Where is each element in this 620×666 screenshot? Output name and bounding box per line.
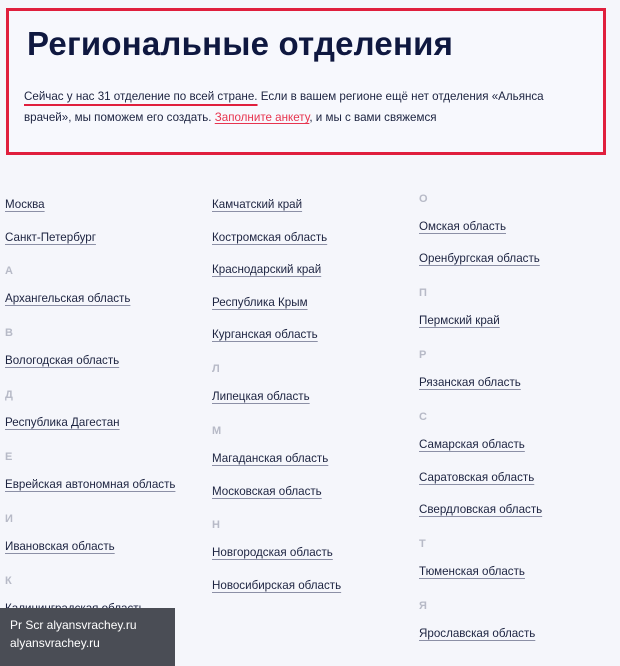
letter-heading-s: С xyxy=(419,411,427,423)
intro-description: Если в вашем регионе ещё нет отделения «Альянса врачей», мы поможем его создать. xyxy=(24,90,544,124)
region-link-orenburg[interactable]: Оренбургская область xyxy=(419,252,540,265)
letter-heading-p: П xyxy=(419,287,427,299)
letter-heading-i: И xyxy=(5,513,13,525)
intro-text xyxy=(24,86,584,128)
letter-heading-m: М xyxy=(212,425,222,437)
region-link-dagestan[interactable]: Республика Дагестан xyxy=(5,416,120,429)
letter-heading-n: Н xyxy=(212,519,220,531)
region-link-magadan[interactable]: Магаданская область xyxy=(212,452,329,465)
region-link-omsk[interactable]: Омская область xyxy=(419,220,506,233)
letter-heading-k: К xyxy=(5,575,12,587)
letter-heading-d: Д xyxy=(5,389,13,401)
apply-form-link[interactable]: Заполните анкету xyxy=(214,111,310,124)
region-link-saint-petersburg[interactable]: Санкт-Петербург xyxy=(5,231,96,244)
letter-heading-ya: Я xyxy=(419,600,427,612)
region-link-moscow-oblast[interactable]: Московская область xyxy=(212,485,322,498)
intro-ending: , и мы с вами свяжемся xyxy=(309,111,437,124)
region-link-lipetsk[interactable]: Липецкая область xyxy=(212,390,310,403)
region-link-krasnodar[interactable]: Краснодарский край xyxy=(212,263,322,276)
letter-heading-t: Т xyxy=(419,538,426,550)
region-link-samara[interactable]: Самарская область xyxy=(419,438,525,451)
region-link-saratov[interactable]: Саратовская область xyxy=(419,471,535,484)
region-link-jewish-ao[interactable]: Еврейская автономная область xyxy=(5,478,176,491)
letter-heading-l: Л xyxy=(212,363,220,375)
region-link-vologda[interactable]: Вологодская область xyxy=(5,354,120,367)
letter-heading-a: А xyxy=(5,265,13,277)
region-link-kurgan[interactable]: Курганская область xyxy=(212,328,318,341)
region-link-kamchatka[interactable]: Камчатский край xyxy=(212,198,303,211)
region-link-ivanovo[interactable]: Ивановская область xyxy=(5,540,115,553)
region-link-tyumen[interactable]: Тюменская область xyxy=(419,565,525,578)
page-title: Региональные отделения xyxy=(27,25,454,62)
letter-heading-v: В xyxy=(5,327,13,339)
region-link-novgorod[interactable]: Новгородская область xyxy=(212,546,333,559)
watermark-line-1: Pr Scr alyansvrachey.ru xyxy=(10,618,137,632)
region-link-yaroslavl[interactable]: Ярославская область xyxy=(419,627,536,640)
region-link-arkhangelsk[interactable]: Архангельская область xyxy=(5,292,131,305)
letter-heading-e: Е xyxy=(5,451,13,463)
watermark-overlay xyxy=(0,608,175,666)
region-link-kostroma[interactable]: Костромская область xyxy=(212,231,328,244)
region-link-perm[interactable]: Пермский край xyxy=(419,314,500,327)
region-link-moscow[interactable]: Москва xyxy=(5,198,45,211)
region-link-sverdlovsk[interactable]: Свердловская область xyxy=(419,503,543,516)
region-link-crimea[interactable]: Республика Крым xyxy=(212,296,308,309)
watermark-line-2: alyansvrachey.ru xyxy=(10,636,100,650)
intro-highlight: Сейчас у нас 31 отделение по всей стране. xyxy=(24,90,258,103)
letter-heading-o: О xyxy=(419,193,428,205)
region-link-novosibirsk[interactable]: Новосибирская область xyxy=(212,579,342,592)
letter-heading-r: Р xyxy=(419,349,427,361)
region-link-ryazan[interactable]: Рязанская область xyxy=(419,376,521,389)
